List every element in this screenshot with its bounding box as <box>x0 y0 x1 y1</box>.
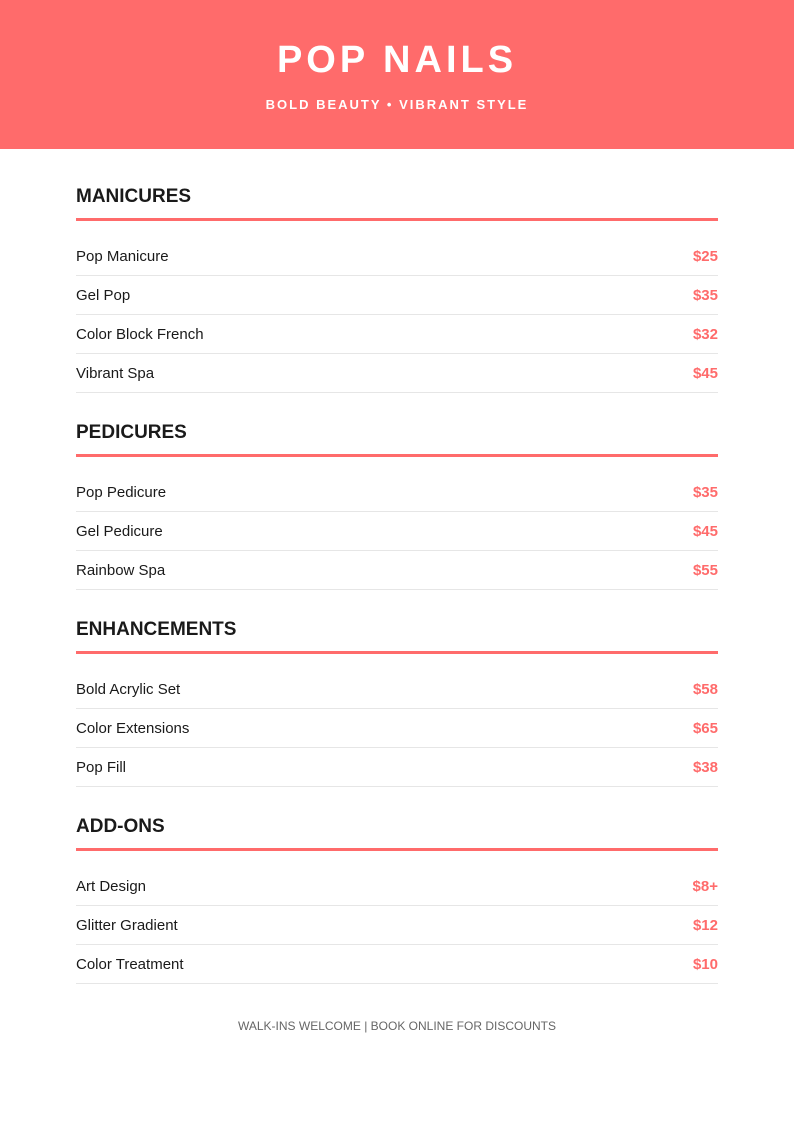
section-add-ons <box>76 815 718 984</box>
service-price: $58 <box>692 680 718 698</box>
service-item <box>76 945 718 984</box>
section-title: ENHANCEMENTS <box>76 619 237 640</box>
service-name: Pop Pedicure <box>76 483 167 501</box>
service-price: $25 <box>692 247 718 265</box>
service-price: $35 <box>692 286 718 304</box>
service-price: $12 <box>692 916 718 934</box>
brand-title: POP NAILS <box>276 39 518 81</box>
service-item <box>76 709 718 748</box>
section-pedicures <box>76 421 718 590</box>
service-price: $45 <box>692 364 718 382</box>
section-title: ADD-ONS <box>76 816 165 837</box>
footer-note: WALK-INS WELCOME | BOOK ONLINE FOR DISCOUNTS <box>237 1019 557 1033</box>
service-item <box>76 551 718 590</box>
service-name: Gel Pedicure <box>76 522 163 540</box>
service-name: Vibrant Spa <box>76 364 155 382</box>
service-price: $38 <box>692 758 718 776</box>
service-price: $35 <box>692 483 718 501</box>
service-name: Pop Fill <box>76 758 127 776</box>
service-item <box>76 867 718 906</box>
section-divider <box>76 218 718 221</box>
section-title: PEDICURES <box>76 422 187 443</box>
service-price: $65 <box>692 719 718 737</box>
service-name: Pop Manicure <box>76 247 169 265</box>
section-divider <box>76 848 718 851</box>
service-name: Rainbow Spa <box>76 561 166 579</box>
section-manicures <box>76 185 718 393</box>
section-title: MANICURES <box>76 186 192 207</box>
service-item <box>76 315 718 354</box>
header-banner <box>0 0 794 149</box>
service-name: Glitter Gradient <box>76 916 178 934</box>
service-item <box>76 237 718 276</box>
service-price: $55 <box>692 561 718 579</box>
service-item <box>76 354 718 393</box>
service-item <box>76 512 718 551</box>
service-price: $32 <box>692 325 718 343</box>
service-name: Gel Pop <box>76 286 131 304</box>
section-enhancements <box>76 618 718 787</box>
service-name: Color Treatment <box>76 955 184 973</box>
section-divider <box>76 651 718 654</box>
service-item <box>76 670 718 709</box>
service-name: Color Extensions <box>76 719 190 737</box>
service-name: Bold Acrylic Set <box>76 680 181 698</box>
service-item <box>76 906 718 945</box>
service-item <box>76 748 718 787</box>
service-name: Art Design <box>76 877 147 895</box>
service-name: Color Block French <box>76 325 204 343</box>
section-divider <box>76 454 718 457</box>
service-price: $45 <box>692 522 718 540</box>
service-item <box>76 276 718 315</box>
service-price: $10 <box>692 955 718 973</box>
service-price: $8+ <box>692 877 718 895</box>
service-item <box>76 473 718 512</box>
brand-tagline: BOLD BEAUTY • VIBRANT STYLE <box>265 97 529 112</box>
